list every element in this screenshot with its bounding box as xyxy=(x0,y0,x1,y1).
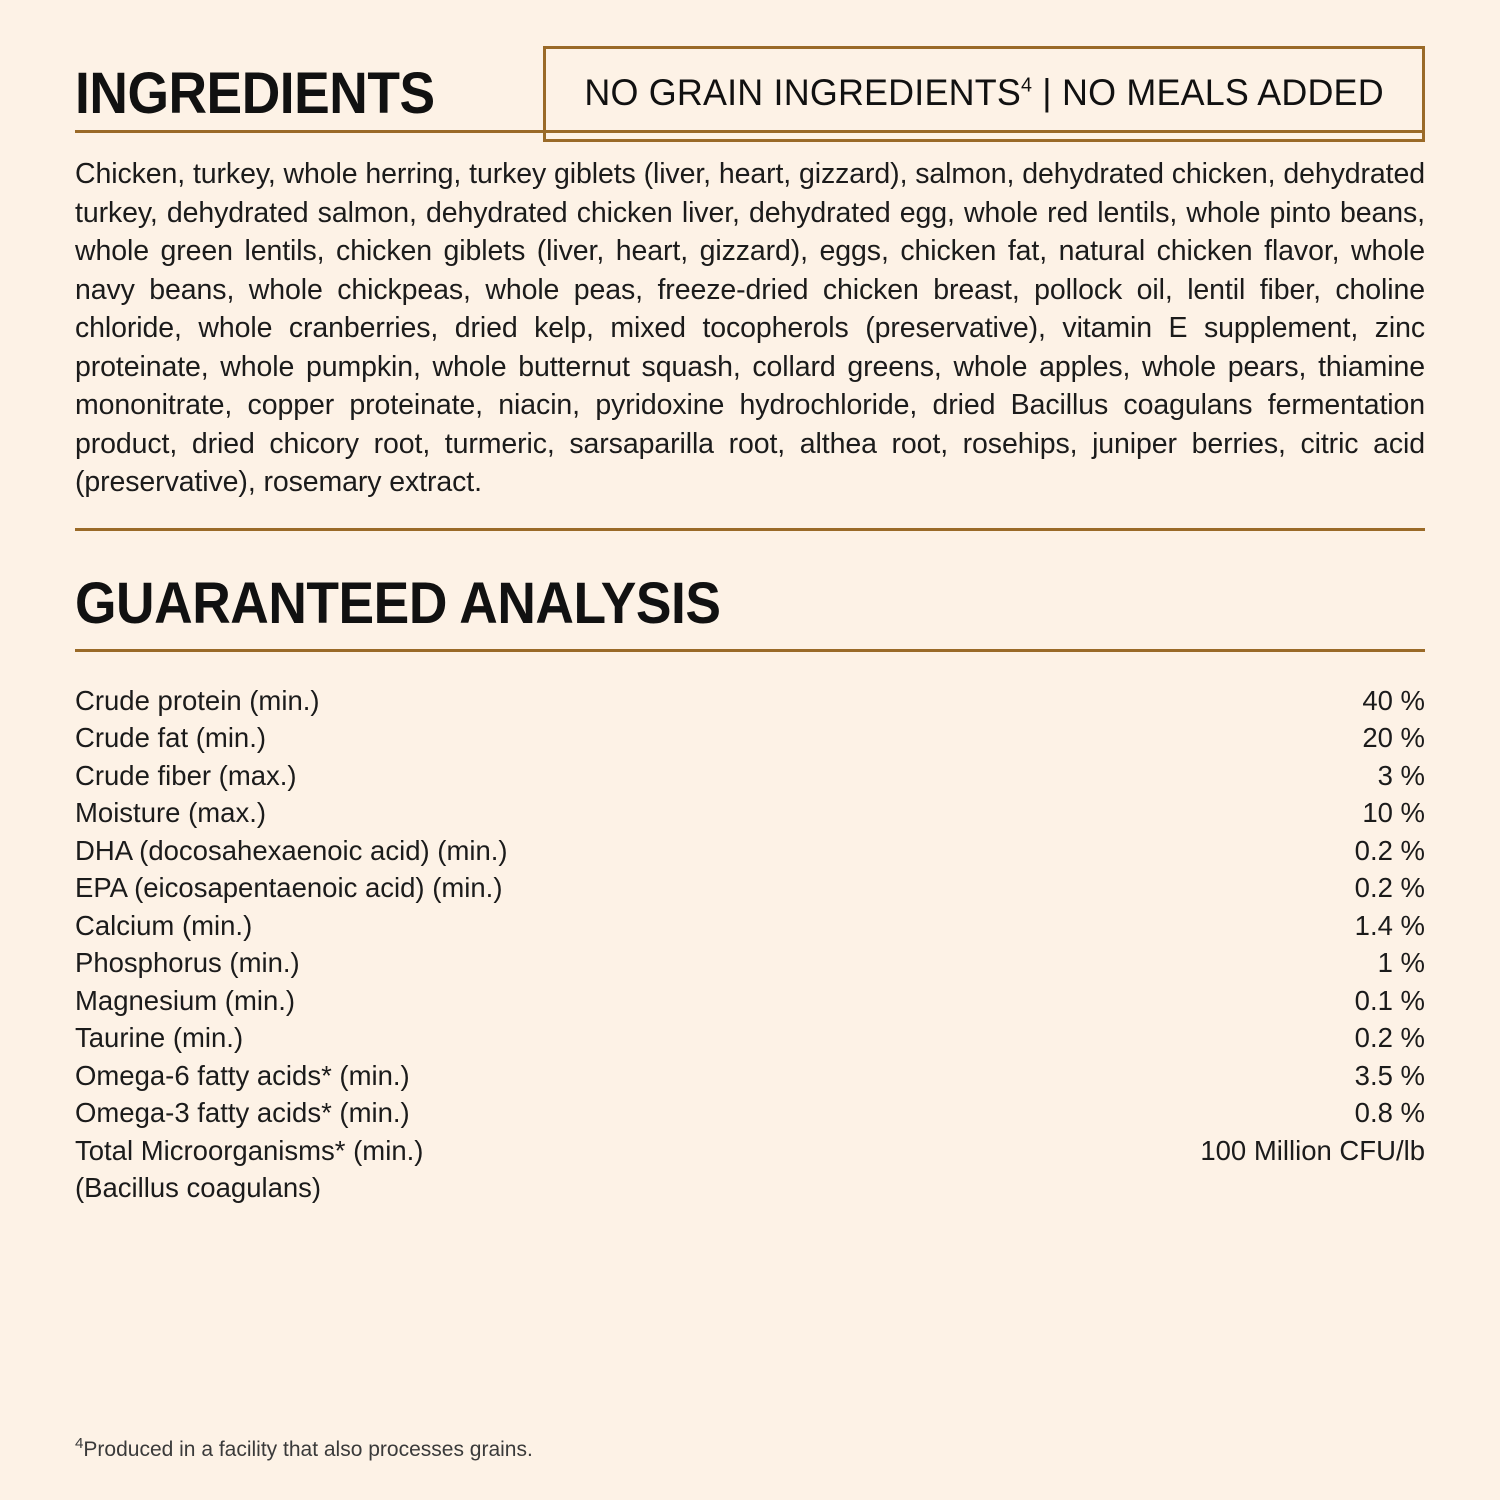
nutrient-value: 1 % xyxy=(1377,947,1425,978)
nutrient-label: Phosphorus (min.) xyxy=(75,947,300,978)
nutrient-label: Crude fiber (max.) xyxy=(75,759,297,791)
no-grain-badge-text-tail: | NO MEALS ADDED xyxy=(1031,72,1384,113)
nutrient-value: 20 % xyxy=(1362,722,1425,753)
table-row xyxy=(75,907,1425,945)
nutrient-label: Total Microorganisms* (min.) xyxy=(75,1134,424,1166)
table-row xyxy=(75,1094,1425,1132)
divider-under-guaranteed-analysis-title xyxy=(75,649,1425,652)
page-title-ingredients: INGREDIENTS xyxy=(75,61,435,126)
nutrient-value: 10 % xyxy=(1362,797,1425,828)
nutrient-label: Moisture (max.) xyxy=(75,797,266,828)
table-row xyxy=(75,794,1425,832)
table-row xyxy=(75,757,1425,795)
nutrient-label: Crude fat (min.) xyxy=(75,722,267,753)
nutrient-value: 100 Million CFU/lb xyxy=(1200,1134,1425,1166)
no-grain-badge xyxy=(543,46,1425,142)
no-grain-badge-text xyxy=(584,72,1383,114)
footnote-text: Produced in a facility that also processes grains. xyxy=(83,1438,533,1461)
nutrient-label: EPA (eicosapentaenoic acid) (min.) xyxy=(75,872,503,903)
table-row xyxy=(75,719,1425,757)
nutrient-value: 0.2 % xyxy=(1354,834,1425,866)
ingredients-list-text: Chicken, turkey, whole herring, turkey giblets (liver, heart, gizzard), salmon, dehydrated chicken, dehydrated turkey, dehydrated salmon, dehydrated chicken liver, dehydrated egg, whole red lentils, whole pinto beans, whole green lentils, chicken giblets (liver, heart, gizzard), eggs, chicken fat, natural chicken flavor, whole navy beans, whole chickpeas, whole peas, freeze-dried chicken breast, pollock oil, lentil fiber, choline chloride, whole cranberries, dried kelp, mixed tocopherols (preservative), vitamin E supplement, zinc proteinate, whole pumpkin, whole butternut squash, collard greens, whole apples, whole pears, thiamine mononitrate, copper proteinate, niacin, pyridoxine hydrochloride, dried Bacillus coagulans fermentation product, dried chicory root, turmeric, sarsaparilla root, althea root, rosehips, juniper berries, citric acid (preservative), rosemary extract. xyxy=(75,158,1425,498)
nutrient-value: 1.4 % xyxy=(1354,909,1425,941)
nutrient-value: 40 % xyxy=(1362,684,1425,716)
table-row xyxy=(75,832,1425,870)
table-row xyxy=(75,1057,1425,1095)
nutrient-label: Omega-6 fatty acids* (min.) xyxy=(75,1059,410,1091)
table-row xyxy=(75,1132,1425,1170)
page-title-guaranteed-analysis: GUARANTEED ANALYSIS xyxy=(75,570,721,636)
nutrient-label: Calcium (min.) xyxy=(75,909,253,941)
guaranteed-analysis-table xyxy=(75,682,1425,1170)
ingredients-header xyxy=(75,0,1425,126)
table-row xyxy=(75,982,1425,1020)
guaranteed-analysis-header xyxy=(75,531,1425,649)
no-grain-badge-footnote-marker: 4 xyxy=(1020,74,1032,97)
nutrient-label: Omega-3 fatty acids* (min.) xyxy=(75,1097,410,1128)
nutrient-value: 0.2 % xyxy=(1354,1022,1425,1053)
footnote xyxy=(75,1435,533,1462)
nutrient-value: 0.1 % xyxy=(1354,984,1425,1016)
guaranteed-analysis-subnote: (Bacillus coagulans) xyxy=(75,1172,322,1203)
nutrient-label: Crude protein (min.) xyxy=(75,684,320,716)
nutrient-value: 3 % xyxy=(1377,759,1425,791)
nutrient-value: 0.8 % xyxy=(1354,1097,1425,1128)
table-row xyxy=(75,869,1425,907)
table-row xyxy=(75,682,1425,720)
table-row xyxy=(75,1019,1425,1057)
nutrient-value: 0.2 % xyxy=(1354,872,1425,903)
footnote-marker: 4 xyxy=(75,1435,84,1452)
nutrient-label: Taurine (min.) xyxy=(75,1022,244,1053)
no-grain-badge-text-main: NO GRAIN INGREDIENTS xyxy=(584,72,1021,113)
nutrient-label: Magnesium (min.) xyxy=(75,984,296,1016)
table-row xyxy=(75,944,1425,982)
nutrient-value: 3.5 % xyxy=(1354,1059,1425,1091)
nutrient-label: DHA (docosahexaenoic acid) (min.) xyxy=(75,834,508,866)
